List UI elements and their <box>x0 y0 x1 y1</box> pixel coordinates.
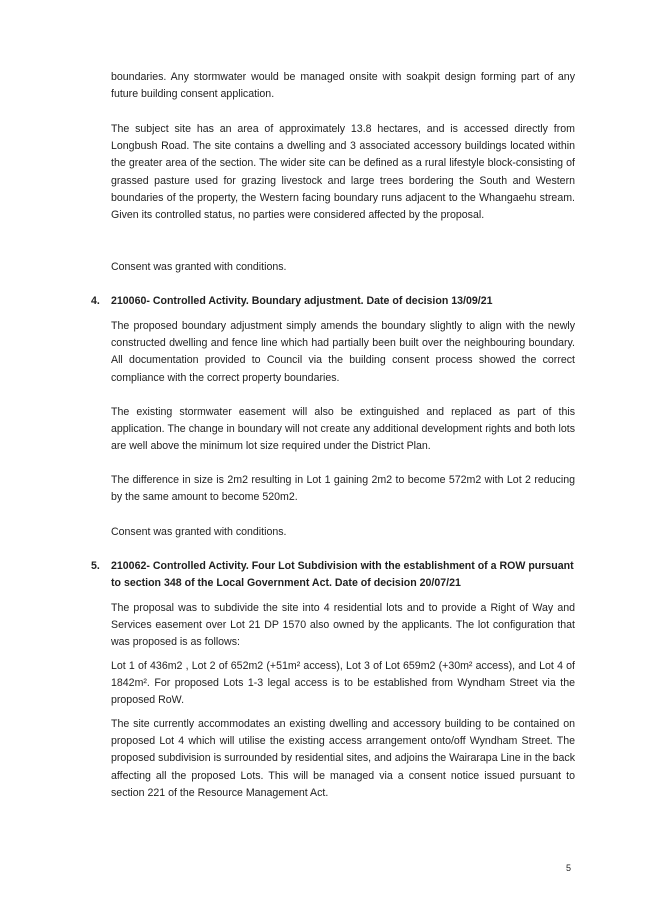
intro-paragraph-3: Consent was granted with conditions. <box>111 261 287 273</box>
intro-paragraph-1: boundaries. Any stormwater would be managed onsite with soakpit design forming part of any future building consent application. <box>111 71 575 101</box>
item-5-paragraph-3: The site currently accommodates an existing dwelling and accessory building to be contained on proposed Lot 4 which will utilise the existing access arrangement onto/off Wyndham Street. The proposed subdivision is surrounded by residential sites, and adjoins the Wairarapa Line in the back affecting all the proposed Lots. This will be managed via a consent notice issued pursuant to section 221 of the Resource Management Act. <box>111 718 575 799</box>
item-4-number: 4. <box>91 295 100 307</box>
item-5-number: 5. <box>91 560 100 572</box>
item-4-paragraph-1: The proposed boundary adjustment simply amends the boundary slightly to align with the newly constructed dwelling and fence line which had partially been built over the neighbouring boundary. All documentation provided to Council via the building consent process showed the correct compliance with the correct property boundaries. <box>111 320 575 384</box>
item-5-paragraph-1: The proposal was to subdivide the site into 4 residential lots and to provide a Right of Way and Services easement over Lot 21 DP 1570 also owned by the applicants. The lot configuration that was proposed is as follows: <box>111 602 575 649</box>
item-4-paragraph-4: Consent was granted with conditions. <box>111 526 287 538</box>
item-4-paragraph-2: The existing stormwater easement will also be extinguished and replaced as part of this application. The change in boundary will not create any additional development rights and both lots are well above the minimum lot size required under the District Plan. <box>111 406 575 453</box>
item-4-heading: 210060- Controlled Activity. Boundary adjustment. Date of decision 13/09/21 <box>111 295 493 307</box>
item-4-paragraph-3: The difference in size is 2m2 resulting in Lot 1 gaining 2m2 to become 572m2 with Lot 2 reducing by the same amount to become 520m2. <box>111 474 575 504</box>
intro-paragraph-2: The subject site has an area of approximately 13.8 hectares, and is accessed directly from Longbush Road. The site contains a dwelling and 3 associated accessory buildings located within the greater area of the section. The wider site can be defined as a rural lifestyle block-consisting of grassed pasture used for grazing livestock and large trees bordering the South and Western boundaries of the property, the Western facing boundary runs adjacent to the Whangaehu stream. Given its controlled status, no parties were considered affected by the proposal. <box>111 123 575 222</box>
item-5-heading: 210062- Controlled Activity. Four Lot Subdivision with the establishment of a ROW pursuant to section 348 of the Local Government Act. Date of decision 20/07/21 <box>111 560 574 590</box>
page-number: 5 <box>566 863 572 873</box>
item-5-paragraph-2: Lot 1 of 436m2 , Lot 2 of 652m2 (+51m² access), Lot 3 of Lot 659m2 (+30m² access), and Lot 4 of 1842m². For proposed Lots 1-3 legal access is to be established from Wyndham Street via the proposed RoW. <box>111 660 575 707</box>
